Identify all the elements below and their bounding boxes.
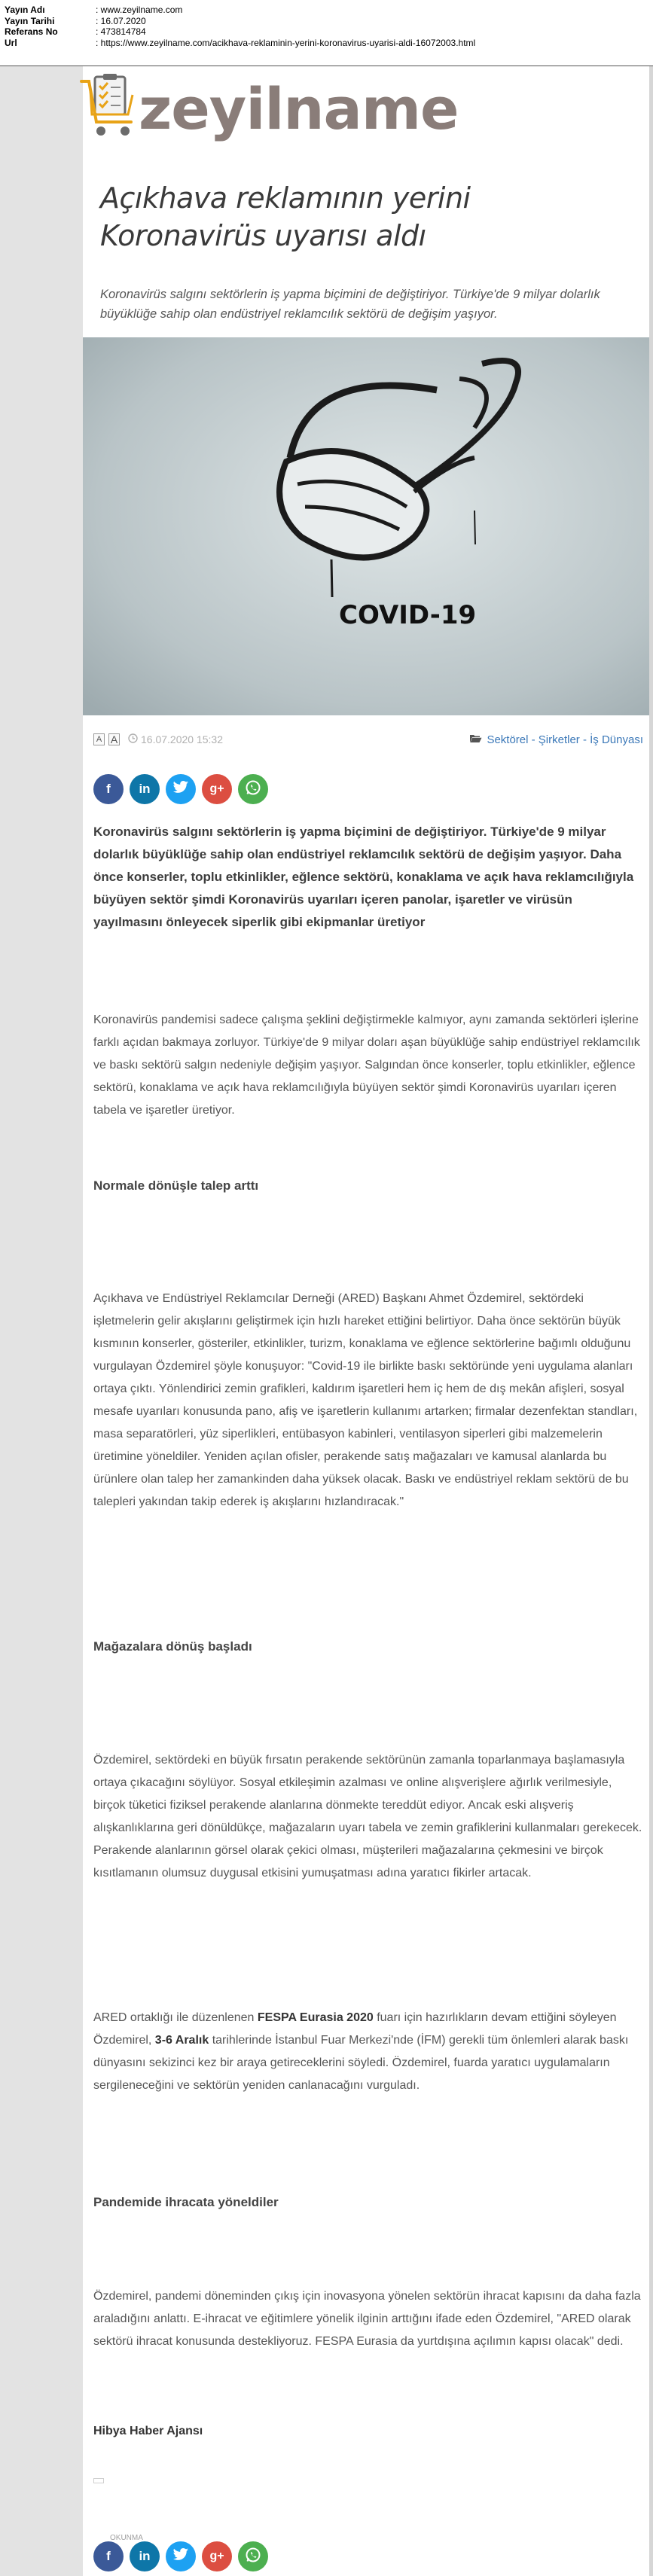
meta-value: : 473814784 <box>96 26 146 37</box>
event-dates: 3-6 Aralık <box>154 2034 209 2047</box>
whatsapp-icon <box>245 779 261 800</box>
meta-row <box>5 38 475 49</box>
google-plus-share-button[interactable] <box>202 774 232 804</box>
meta-key: Referans No <box>5 26 58 37</box>
article-subheading: Normale dönüşle talep arttı <box>93 1178 259 1193</box>
meta-key: Yayın Tarihi <box>5 15 55 26</box>
embed-placeholder <box>93 2478 104 2483</box>
google-plus-icon: g+ <box>209 2550 224 2562</box>
article-summary: Koronavirüs salgını sektörlerin iş yapma biçimini de değiştiriyor. Türkiye'de 9 milyar dolarlık büyüklüğe sahip olan endüstriyel reklamcılık sektörü de değişim yaşıyor. <box>100 288 600 321</box>
clock-icon <box>128 733 138 745</box>
twitter-share-button[interactable] <box>166 2541 196 2571</box>
linkedin-share-button[interactable] <box>130 2541 160 2571</box>
share-bar-bottom <box>93 2541 268 2571</box>
left-gutter <box>0 66 83 2576</box>
linkedin-icon: in <box>139 2549 151 2563</box>
article-paragraph: Koronavirüs pandemisi sadece çalışma şeklini değiştirmekle kalmıyor, aynı zamanda sektörleri işlerine farklı açıdan bakmaya zorluyor. Türkiye'de 9 milyar doları aşan büyüklüğe sahip endüstriyel reklamcılık ve baskı sektörü salgın nedeniyle değişim yaşıyor. Salgından önce konserler, toplu etkinlikler, eğlence sektörü, konaklama ve açık hava reklamcılığıyla büyüyen sektör şimdi Koronavirüs uyarıları içeren tabela ve işaretler üretiyor. <box>93 1014 640 1117</box>
source-meta <box>5 5 475 48</box>
article-toolbar <box>93 732 643 748</box>
google-plus-share-button[interactable] <box>202 2541 232 2571</box>
hero-covid-text: COVID-19 <box>339 600 477 630</box>
whatsapp-icon <box>245 2547 261 2567</box>
publish-date <box>128 733 223 745</box>
meta-row <box>5 16 475 27</box>
article-paragraph: Özdemirel, sektördeki en büyük fırsatın perakende sektörünün zamanla toparlanmaya başlamasıyla ortaya çıkacağını söylüyor. Sosyal etkileşimin azalması ve online alışverişlere ağırlık verilmesiyle, birçok tüketici fiziksel perakende alanlarına dönmekte tereddüt ediyor. Ancak eski alışveriş alışkanlıklarına geri dönüldükçe, mağazaların uyarı tabela ve zemin grafiklerini kullanmaları gerekecek. Perakende alanlarının görsel olarak çekici olması, müşterileri mağazalarına çekmesini ve birçok kısıtlamanın olumsuz duygusal etkisini yumuşatması adına yaratıcı fikirler artacak. <box>93 1754 642 1879</box>
whatsapp-share-button[interactable] <box>238 774 268 804</box>
hero-image <box>83 337 649 715</box>
meta-key: Url <box>5 37 17 48</box>
category-text: Sektörel - Şirketler - İş Dünyası <box>487 733 643 746</box>
facebook-share-button[interactable] <box>93 774 124 804</box>
read-count-label: OKUNMA <box>110 2534 143 2542</box>
font-increase-button[interactable]: A <box>108 733 120 745</box>
publish-date-text: 16.07.2020 15:32 <box>141 733 223 745</box>
paragraph-text: tarihlerinde İstanbul Fuar Merkezi'nde (İFM) gerekli tüm önlemleri alarak baskı dünyasını sekizinci kez bir araya getireceklerini söyledi. Özdemirel, fuarda yaratıcı uygulamaların sergileneceğini ve sektörün yeniden canlanacağını vurguladı. <box>93 2034 629 2092</box>
logo-wordmark: zeyilname <box>139 75 459 142</box>
category-link[interactable] <box>469 733 643 746</box>
facebook-icon: f <box>106 2549 111 2563</box>
article-paragraph: Özdemirel, pandemi döneminden çıkış için inovasyona yönelen sektörün ihracat kapısını da daha fazla araladığını anlattı. E-ihracat ve eğitimlere yönelik ilginin arttığını ifade eden Özdemirel, "ARED olarak sektörü ihracat konusunda destekliyoruz. FESPA Eurasia da yurtdışına açılımın kapısı olacak" dedi. <box>93 2290 641 2348</box>
paragraph-text: ARED ortaklığı ile düzenlenen <box>93 2011 258 2024</box>
meta-value: : 16.07.2020 <box>96 15 146 26</box>
right-scroll-strip <box>649 66 653 2576</box>
meta-row <box>5 26 475 38</box>
meta-value: : www.zeyilname.com <box>96 5 183 15</box>
folder-open-icon <box>469 733 482 746</box>
article-lead: Koronavirüs salgını sektörlerin iş yapma biçimini de değiştiriyor. Türkiye'de 9 milyar dolarlık büyüklüğe sahip olan endüstriyel reklamcılık sektörü de değişim yaşıyor. Daha önce konserler, toplu etkinlikler, eğlence sektörü, konaklama ve açık hava reklamcılığıyla büyüyen sektör şimdi Koronavirüs uyarıları içeren panolar, işaretler ve virüsün yayılmasını önleyecek siperlik gibi ekipmanlar üretiyor <box>93 825 634 929</box>
meta-value: : https://www.zeyilname.com/acikhava-reklaminin-yerini-koronavirus-uyarisi-aldi-16072003.html <box>96 37 476 48</box>
article <box>83 158 649 2576</box>
share-bar-top <box>93 774 268 804</box>
linkedin-icon: in <box>139 782 151 796</box>
article-paragraph: Açıkhava ve Endüstriyel Reklamcılar Derneği (ARED) Başkanı Ahmet Özdemirel, sektördeki işletmelerin gelir akışlarını geliştirmek için hızlı hareket ettiğini belirtiyor. Daha önce sektörün büyük kısmının konserler, gösteriler, etkinlikler, turizm, konaklama ve eğlence sektörlerine bağımlı olduğunu vurgulayan Özdemirel şöyle konuşuyor: "Covid-19 ile birlikte baskı sektöründe yeni uygulama alanları ortaya çıktı. Yönlendirici zemin grafikleri, kaldırım işaretleri hem iç hem de dış mekân afişleri, sosyal mesafe uyarıları konusunda pano, afiş ve işaretlerin kullanımı artarken; firmalar dezenfektan standları, masa separatörleri, yüz siperlikleri, entübasyon kabinleri, ventilasyon siperleri gibi malzemelerin üretimine yöneldiler. Yeniden açılan ofisler, perakende satış mağazaları ve kamusal alanlarda bu ürünlere olan talep her zamankinden daha yüksek olacak. Baskı ve endüstriyel reklam sektörü de bu talepleri yakından takip ederek iş akışlarını hızlandıracak." <box>93 1292 638 1508</box>
twitter-share-button[interactable] <box>166 774 196 804</box>
paragraph-text: fuarı için hazırlıkların devam ettiğini söyleyen Özdemirel, <box>93 2011 617 2047</box>
meta-key: Yayın Adı <box>5 5 45 15</box>
meta-row <box>5 5 475 16</box>
linkedin-share-button[interactable] <box>130 774 160 804</box>
facebook-share-button[interactable] <box>93 2541 124 2571</box>
font-decrease-button[interactable]: A <box>93 733 105 745</box>
article-subheading: Mağazalara dönüş başladı <box>93 1639 252 1654</box>
site-logo[interactable] <box>78 72 459 145</box>
article-subheading: Pandemide ihracata yöneldiler <box>93 2195 279 2209</box>
article-paragraph <box>93 2007 643 2097</box>
news-agency: Hibya Haber Ajansı <box>93 2425 203 2437</box>
google-plus-icon: g+ <box>209 782 224 795</box>
clipboard-shopping-cart-icon <box>78 72 139 145</box>
article-headline: Açıkhava reklamının yerini Koronavirüs uyarısı aldı <box>100 181 471 252</box>
twitter-icon <box>173 781 188 797</box>
facebook-icon: f <box>106 782 111 796</box>
whatsapp-share-button[interactable] <box>238 2541 268 2571</box>
twitter-icon <box>173 2548 188 2565</box>
event-name: FESPA Eurasia 2020 <box>257 2011 374 2024</box>
